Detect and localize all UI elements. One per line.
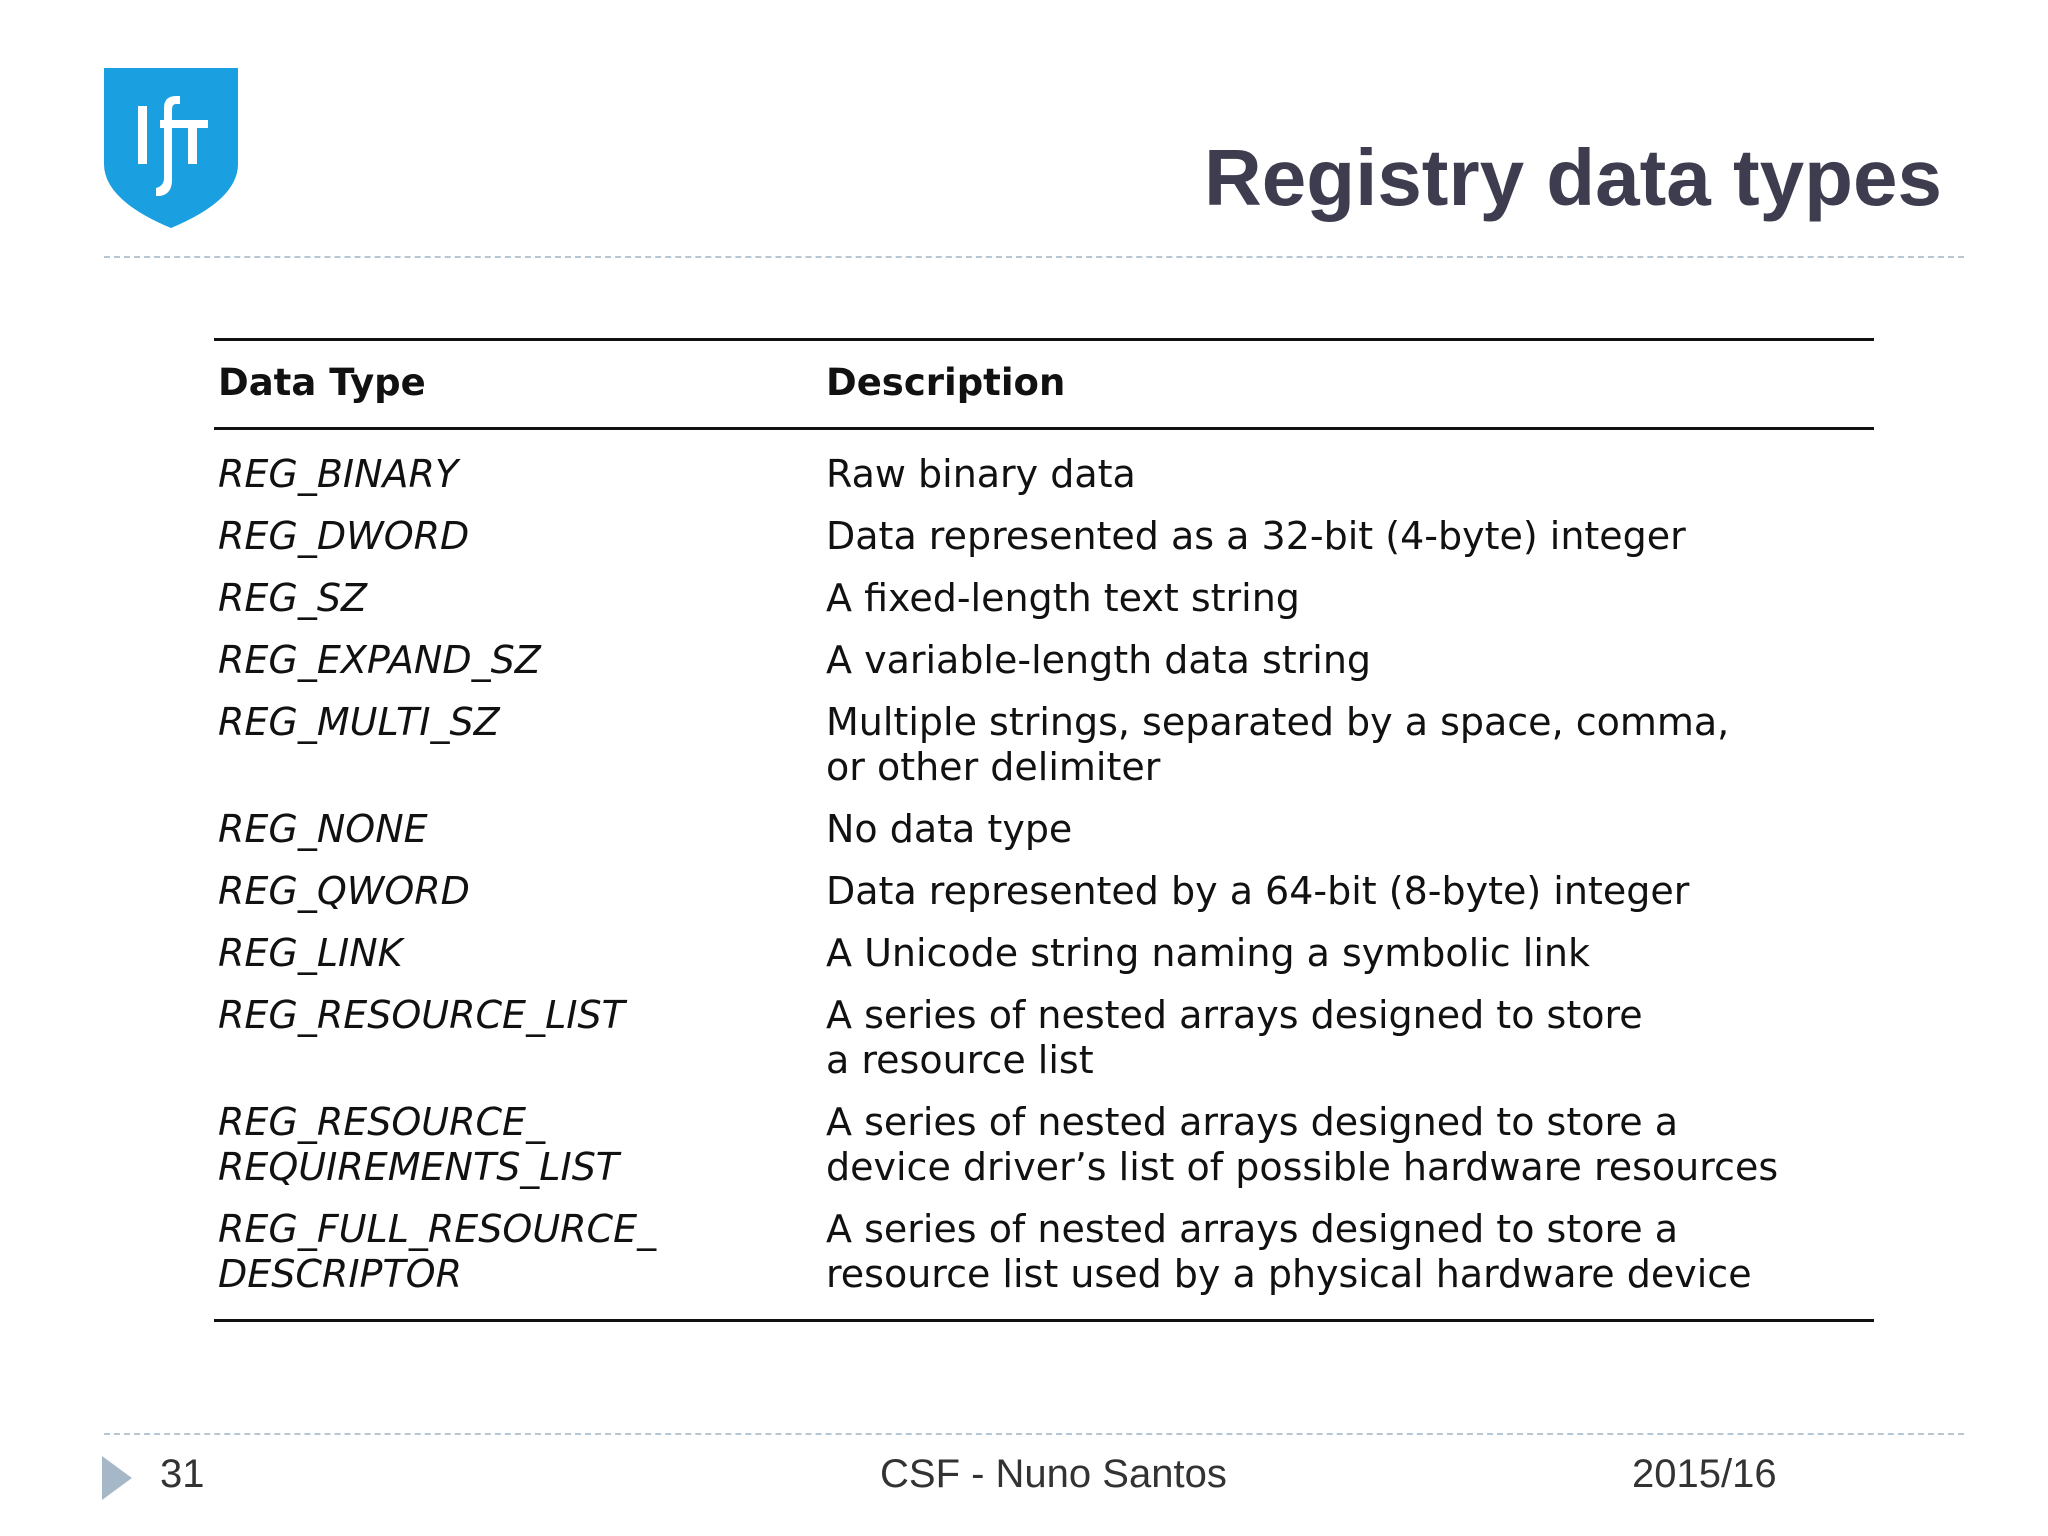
footer-author: CSF - Nuno Santos <box>880 1452 1227 1496</box>
description-cell: Data represented as a 32-bit (4-byte) integer <box>826 514 1686 558</box>
table-row <box>214 700 1874 790</box>
column-header-description: Description <box>826 361 1066 404</box>
table-row <box>214 452 1874 497</box>
data-type-cell: REG_EXPAND_SZ <box>218 638 541 682</box>
table-row <box>214 1207 1874 1297</box>
registry-types-table <box>214 338 1874 1322</box>
footer-year: 2015/16 <box>1632 1452 1777 1496</box>
description-cell: A series of nested arrays designed to store a resource list used by a physical hardware device <box>826 1207 1752 1296</box>
page-number: 31 <box>160 1452 205 1496</box>
table-row <box>214 807 1874 852</box>
description-cell: No data type <box>826 807 1073 851</box>
table-header <box>214 338 1874 430</box>
data-type-cell: REG_QWORD <box>218 869 470 913</box>
data-type-cell: REG_LINK <box>218 931 403 975</box>
data-type-cell: REG_DWORD <box>218 514 470 558</box>
data-type-cell: REG_RESOURCE_LIST <box>218 993 625 1037</box>
ist-shield-logo <box>104 68 238 228</box>
data-type-cell: REG_FULL_RESOURCE_ DESCRIPTOR <box>218 1207 657 1296</box>
data-type-cell: REG_SZ <box>218 576 368 620</box>
column-header-data-type: Data Type <box>218 361 426 404</box>
description-cell: Raw binary data <box>826 452 1136 496</box>
table-body <box>214 430 1874 1322</box>
data-type-cell: REG_RESOURCE_ REQUIREMENTS_LIST <box>218 1100 620 1189</box>
slide-title: Registry data types <box>1203 133 1942 222</box>
data-type-cell: REG_NONE <box>218 807 428 851</box>
table-row <box>214 514 1874 559</box>
description-cell: A variable-length data string <box>826 638 1372 682</box>
description-cell: A series of nested arrays designed to store a resource list <box>826 993 1643 1082</box>
triangle-right-icon <box>102 1456 132 1500</box>
footer-divider <box>104 1433 1964 1435</box>
table-row <box>214 576 1874 621</box>
table-row <box>214 1100 1874 1190</box>
table-row <box>214 993 1874 1083</box>
header-divider <box>104 256 1964 258</box>
table-row <box>214 638 1874 683</box>
table-row <box>214 869 1874 914</box>
data-type-cell: REG_MULTI_SZ <box>218 700 500 744</box>
description-cell: Multiple strings, separated by a space, comma, or other delimiter <box>826 700 1730 789</box>
table-row <box>214 931 1874 976</box>
description-cell: A Unicode string naming a symbolic link <box>826 931 1590 975</box>
data-type-cell: REG_BINARY <box>218 452 459 496</box>
description-cell: A fixed-length text string <box>826 576 1300 620</box>
description-cell: A series of nested arrays designed to store a device driver’s list of possible hardware resources <box>826 1100 1779 1189</box>
description-cell: Data represented by a 64-bit (8-byte) integer <box>826 869 1690 913</box>
